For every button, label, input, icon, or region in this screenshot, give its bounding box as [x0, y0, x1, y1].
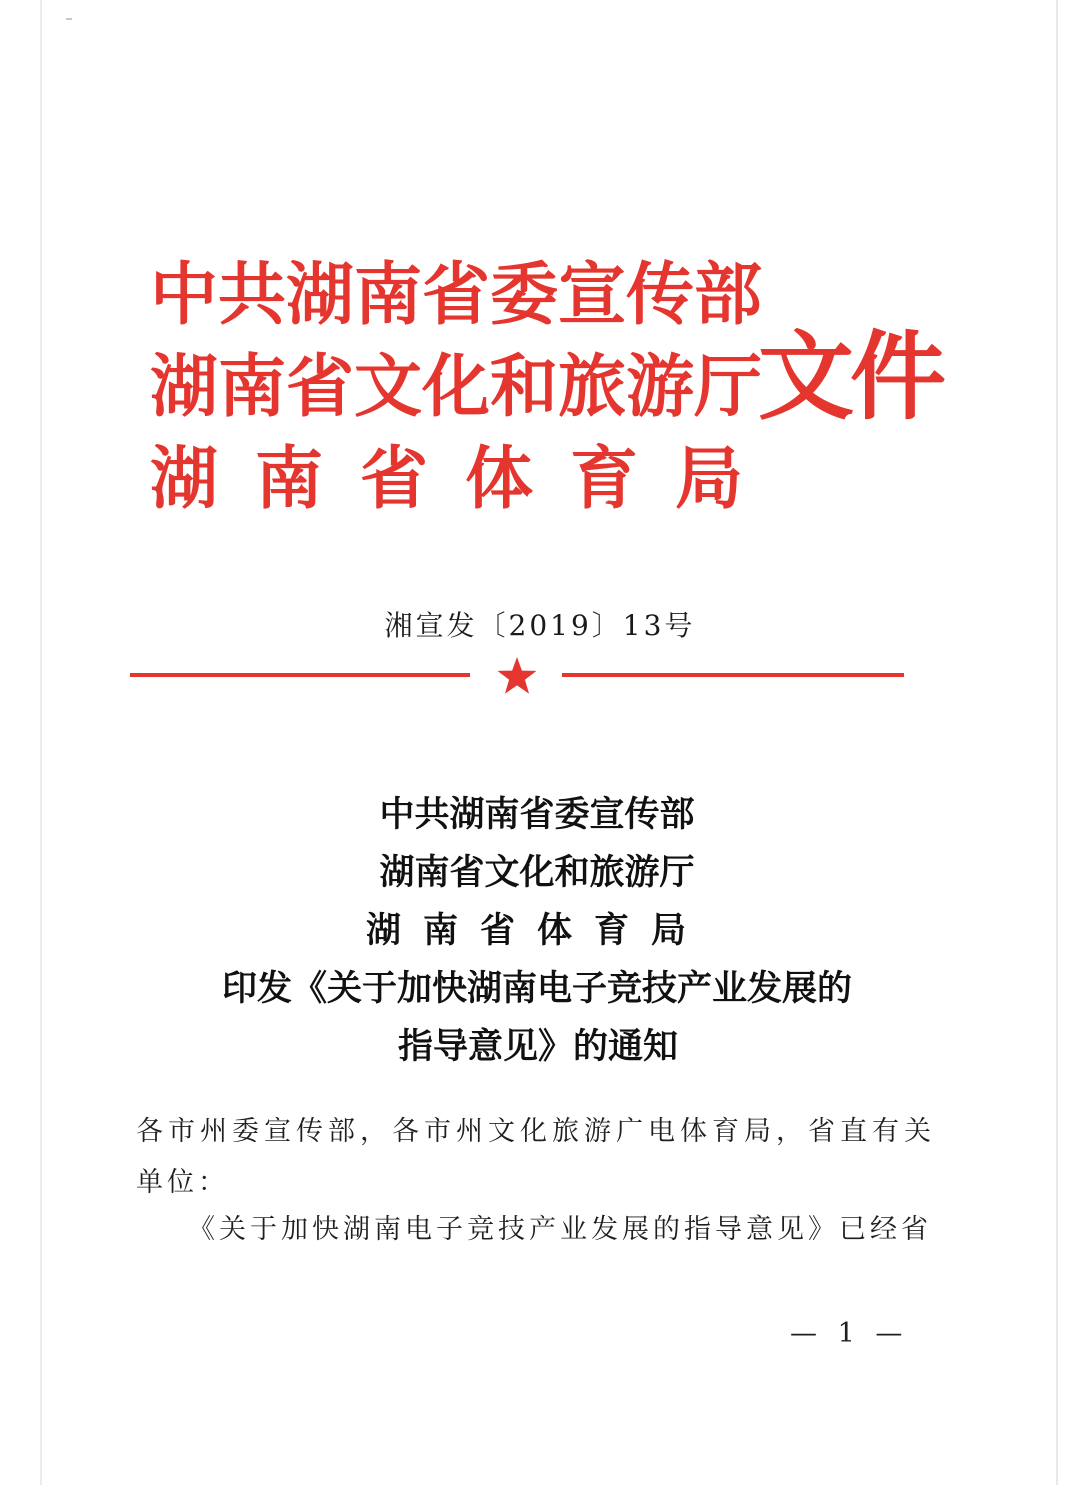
- body-paragraph: 《关于加快湖南电子竞技产业发展的指导意见》已经省: [188, 1214, 932, 1245]
- star-icon: [496, 655, 538, 697]
- addressee-line-1: 各市州委宣传部，各市州文化旅游广电体育局，省直有关: [136, 1116, 936, 1147]
- red-rule-right: [562, 673, 904, 677]
- title-line-2: 湖南省文化和旅游厅: [379, 852, 695, 893]
- title-line-1: 中共湖南省委宣传部: [379, 794, 695, 835]
- document-type: 文件: [758, 320, 942, 433]
- title-line-3: 湖南省体育局: [365, 910, 708, 951]
- scan-edge-right: [1056, 0, 1058, 1485]
- scan-mark: [66, 18, 72, 20]
- document-number: 湘宣发〔2019〕13号: [384, 609, 696, 642]
- red-rule-left: [130, 673, 470, 677]
- page-number: — 1 —: [790, 1318, 909, 1349]
- scan-edge-left: [40, 0, 42, 1485]
- addressee-line-2: 单位：: [136, 1167, 229, 1198]
- issuing-org-2: 湖南省文化和旅游厅: [150, 347, 763, 427]
- title-line-4: 印发《关于加快湖南电子竞技产业发展的: [221, 968, 852, 1009]
- issuing-org-1: 中共湖南省委宣传部: [150, 255, 763, 335]
- red-letterhead: [150, 252, 942, 522]
- title-line-5: 指导意见》的通知: [397, 1026, 678, 1067]
- issuing-org-3: 湖南省体育局: [150, 439, 781, 519]
